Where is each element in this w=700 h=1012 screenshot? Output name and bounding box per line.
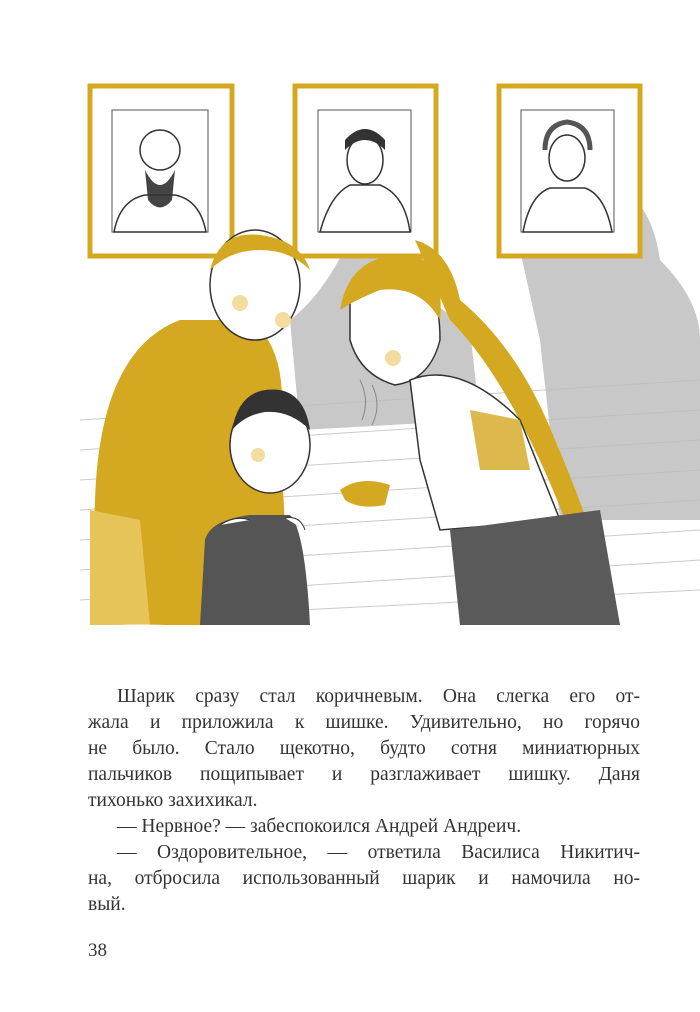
- paragraph-line: Шарик сразу стал коричневым. Она слегка его от-: [117, 686, 640, 707]
- portrait-frame-1: [90, 86, 232, 256]
- paragraph-line: не было. Стало щекотно, будто сотня миниатюрных: [88, 738, 640, 759]
- dialogue-line: — Оздоровительное, — ответила Василиса Никитич-: [117, 842, 640, 863]
- paragraph-line: вый.: [88, 894, 126, 915]
- portrait-frame-2: [295, 86, 436, 256]
- paragraph-line: жала и приложила к шишке. Удивительно, но горячо: [88, 712, 640, 733]
- body-text: [88, 684, 640, 918]
- page-number: 38: [88, 940, 107, 961]
- torn-edge: [80, 624, 700, 640]
- portrait-frame-3: [499, 86, 640, 256]
- dialogue-line: — Нервное? — забеспокоился Андрей Андреич.: [117, 816, 522, 837]
- paragraph-line: на, отбросила использованный шарик и намочила но-: [88, 868, 640, 889]
- paragraph-line: пальчиков пощипывает и разглаживает шишку. Даня: [88, 764, 640, 785]
- paragraph-line: тихонько захихикал.: [88, 790, 258, 811]
